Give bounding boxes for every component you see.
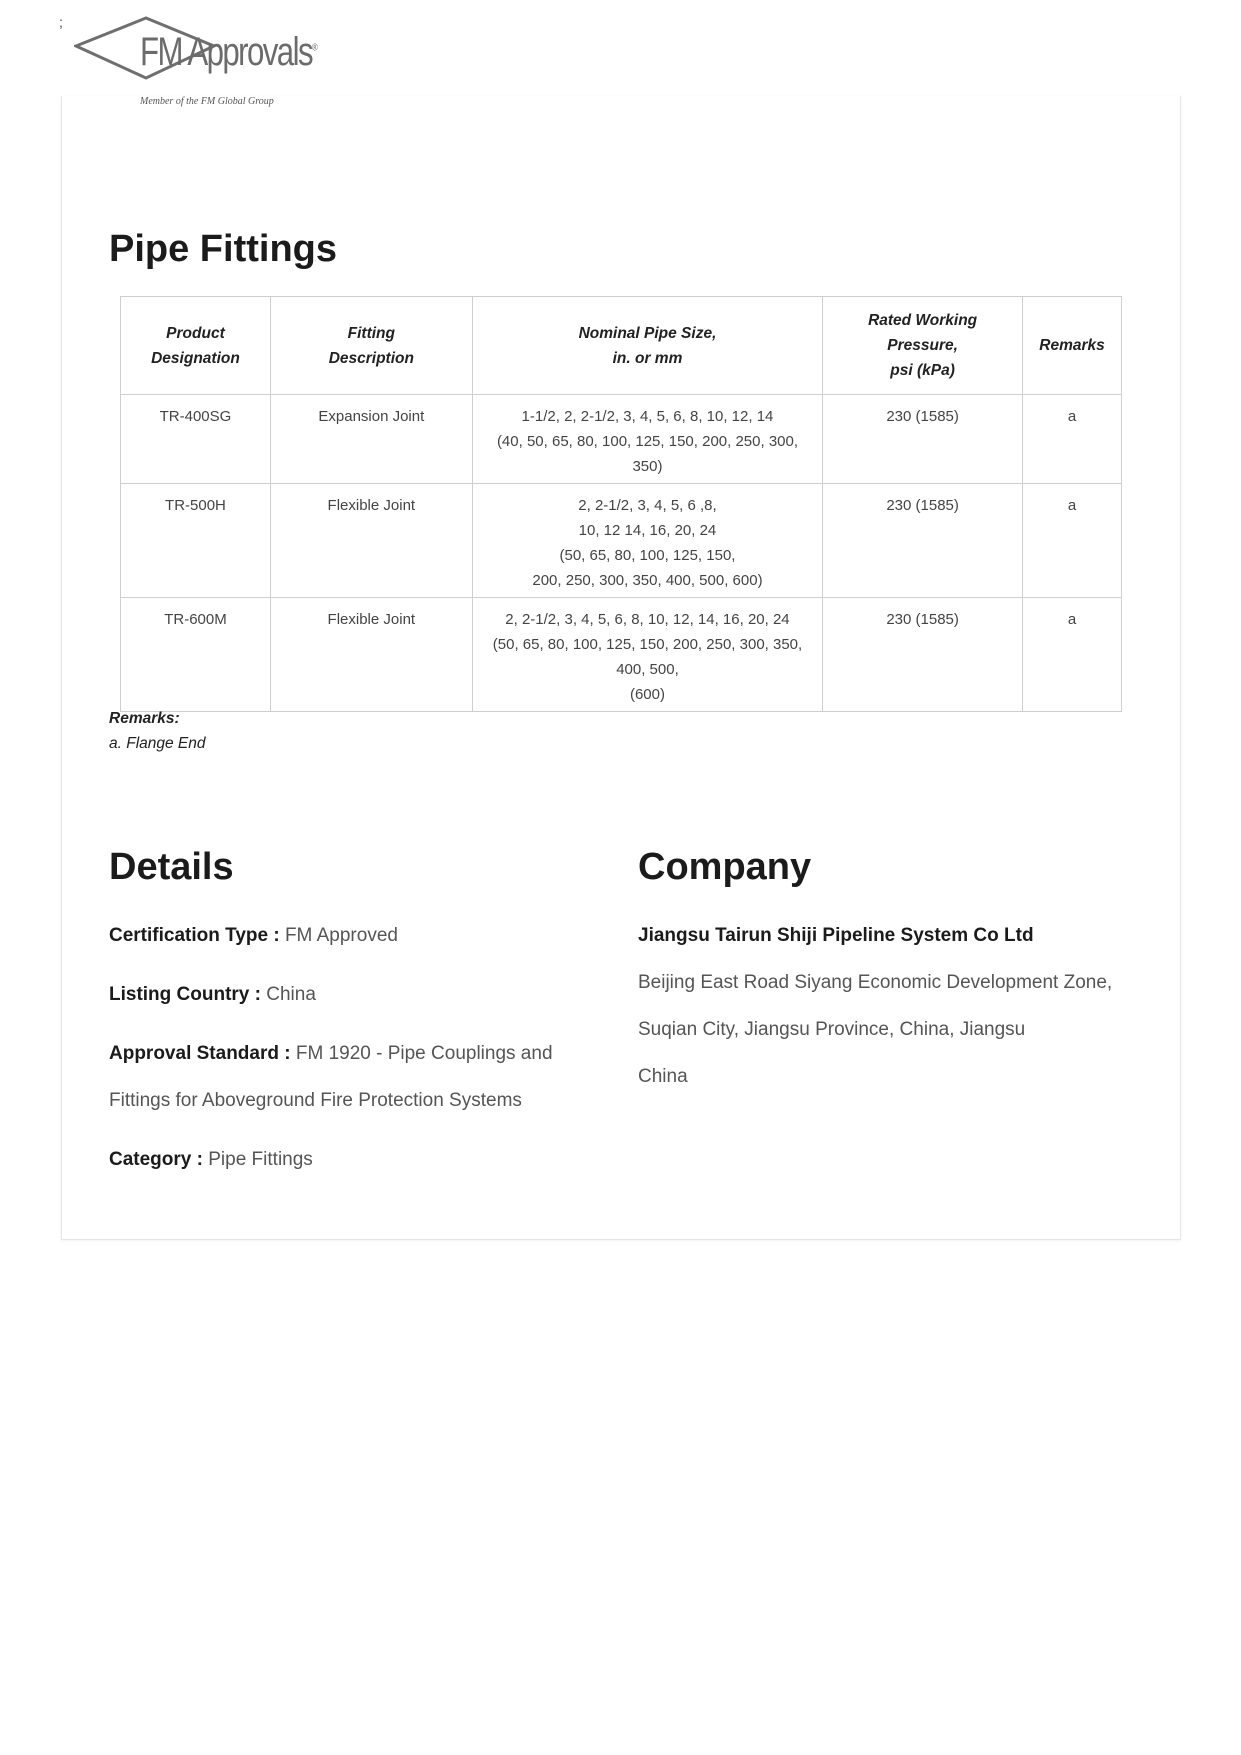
description-cell: Flexible Joint bbox=[270, 484, 472, 598]
company-name: Jiangsu Tairun Shiji Pipeline System Co Ltd bbox=[638, 925, 1034, 946]
logo-brand-text: FM Approvals® bbox=[140, 30, 318, 74]
certification-type-row bbox=[109, 912, 609, 959]
pressure-cell: 230 (1585) bbox=[823, 598, 1023, 712]
listing-country-row bbox=[109, 971, 609, 1018]
approval-standard-value: FM 1920 - Pipe Couplings and Fittings for Aboveground Fire Protection Systems bbox=[109, 1043, 553, 1111]
listing-country-label: Listing Country : bbox=[109, 984, 261, 1005]
description-cell: Expansion Joint bbox=[270, 395, 472, 484]
logo-tagline: Member of the FM Global Group bbox=[140, 96, 274, 107]
column-header: Remarks bbox=[1023, 297, 1122, 395]
certification-type-label: Certification Type : bbox=[109, 925, 280, 946]
remarks-cell: a bbox=[1023, 484, 1122, 598]
details-title: Details bbox=[109, 846, 234, 888]
designation-cell: TR-600M bbox=[121, 598, 271, 712]
designation-cell: TR-500H bbox=[121, 484, 271, 598]
pipe-fittings-table bbox=[120, 296, 1122, 712]
table-row bbox=[121, 598, 1122, 712]
company-address-line: Suqian City, Jiangsu Province, China, Jiangsu bbox=[638, 1019, 1026, 1040]
column-header: Rated Working Pressure, psi (kPa) bbox=[823, 297, 1023, 395]
company-title: Company bbox=[638, 846, 812, 888]
column-header: Product Designation bbox=[121, 297, 271, 395]
column-header: Nominal Pipe Size, in. or mm bbox=[472, 297, 822, 395]
pressure-cell: 230 (1585) bbox=[823, 395, 1023, 484]
sizes-cell: 2, 2-1/2, 3, 4, 5, 6, 8, 10, 12, 14, 16, 20, 24 (50, 65, 80, 100, 125, 150, 200, 250, 300, 350, 400, 500, (600) bbox=[472, 598, 822, 712]
category-value: Pipe Fittings bbox=[208, 1149, 313, 1170]
remarks-text: a. Flange End bbox=[109, 735, 206, 752]
table-header-row bbox=[121, 297, 1122, 395]
category-row bbox=[109, 1136, 609, 1183]
approval-standard-label: Approval Standard : bbox=[109, 1043, 291, 1064]
description-cell: Flexible Joint bbox=[270, 598, 472, 712]
company-address-line: Beijing East Road Siyang Economic Development Zone, bbox=[638, 972, 1113, 993]
company-address-line: China bbox=[638, 1066, 688, 1087]
pipe-fittings-title: Pipe Fittings bbox=[109, 228, 337, 270]
category-label: Category : bbox=[109, 1149, 203, 1170]
column-header: Fitting Description bbox=[270, 297, 472, 395]
remarks-cell: a bbox=[1023, 598, 1122, 712]
listing-country-value: China bbox=[266, 984, 316, 1005]
sizes-cell: 2, 2-1/2, 3, 4, 5, 6 ,8, 10, 12 14, 16, 20, 24 (50, 65, 80, 100, 125, 150, 200, 250, 300, 350, 400, 500, 600) bbox=[472, 484, 822, 598]
designation-cell: TR-400SG bbox=[121, 395, 271, 484]
remarks-note bbox=[109, 706, 206, 756]
table-row bbox=[121, 395, 1122, 484]
sizes-cell: 1-1/2, 2, 2-1/2, 3, 4, 5, 6, 8, 10, 12, 14 (40, 50, 65, 80, 100, 125, 150, 200, 250, 300, 350) bbox=[472, 395, 822, 484]
company-section bbox=[638, 912, 1138, 1100]
remarks-cell: a bbox=[1023, 395, 1122, 484]
pressure-cell: 230 (1585) bbox=[823, 484, 1023, 598]
certification-type-value: FM Approved bbox=[284, 925, 398, 946]
table-row bbox=[121, 484, 1122, 598]
remarks-label: Remarks: bbox=[109, 710, 180, 727]
details-section bbox=[109, 912, 609, 1195]
approval-standard-row bbox=[109, 1030, 609, 1124]
stray-semicolon: ; bbox=[59, 14, 63, 30]
